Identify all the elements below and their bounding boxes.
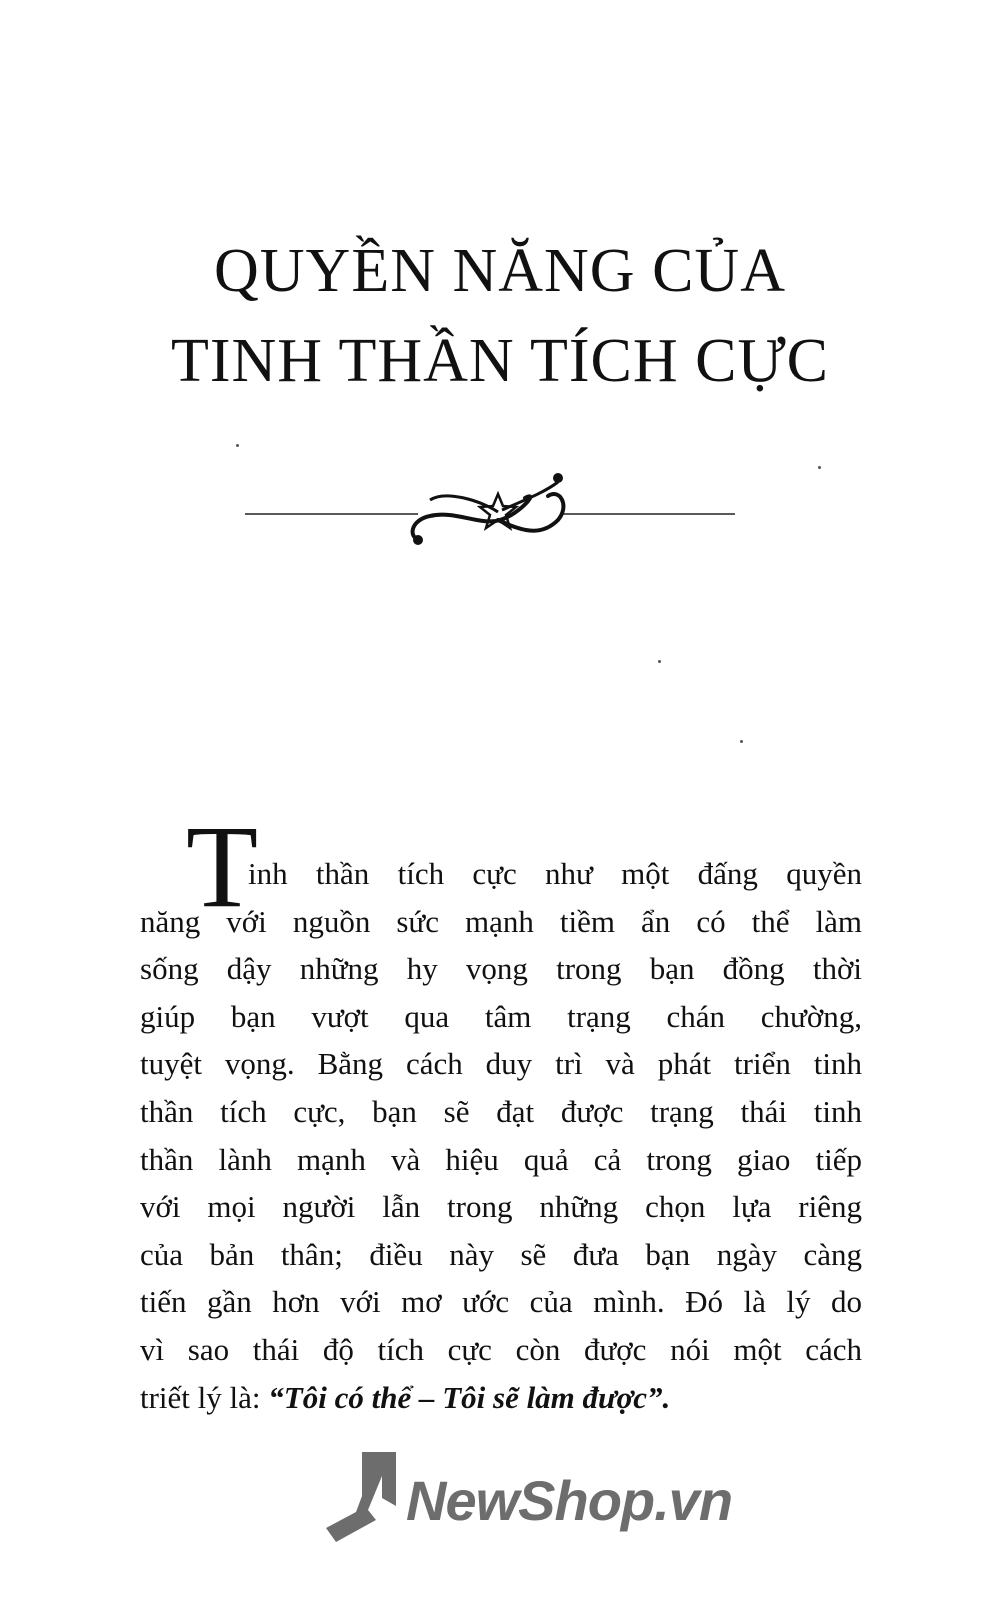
body-paragraph: [140, 850, 862, 1421]
chapter-title-line-2: TINH THẦN TÍCH CỰC: [171, 327, 829, 395]
watermark: [326, 1448, 733, 1548]
shop-logo-icon: [326, 1448, 406, 1548]
paragraph-line: sống dậy những hy vọng trong bạn đồng thời: [140, 951, 862, 987]
chapter-title-line-1: QUYỀN NĂNG CỦA: [214, 237, 786, 305]
paragraph-line: năng với nguồn sức mạnh tiềm ẩn có thể làm: [140, 903, 862, 939]
paragraph-line: inh thần tích cực như một đấng quyền: [248, 856, 862, 891]
paragraph-line: tuyệt vọng. Bằng cách duy trì và phát triển tinh: [140, 1046, 862, 1082]
drop-cap: T: [186, 801, 259, 932]
paragraph-line: của bản thân; điều này sẽ đưa bạn ngày càng: [140, 1236, 862, 1272]
last-line-prefix: triết lý là:: [140, 1379, 269, 1415]
paragraph-line: thần tích cực, bạn sẽ đạt được trạng thái tinh: [140, 1093, 862, 1129]
print-speck: [818, 466, 821, 469]
flourish-divider-icon: [240, 460, 760, 560]
watermark-text: NewShop.vn: [406, 1469, 733, 1532]
paragraph-last-line: [140, 1374, 862, 1422]
print-speck: [740, 740, 743, 743]
paragraph-line: thần lành mạnh và hiệu quả cả trong giao tiếp: [140, 1141, 862, 1177]
paragraph-line: tiến gần hơn với mơ ước của mình. Đó là lý do: [140, 1284, 862, 1320]
quote-text: “Tôi có thể – Tôi sẽ làm được”.: [268, 1379, 671, 1415]
print-speck: [658, 660, 661, 663]
paragraph-line: vì sao thái độ tích cực còn được nói một cách: [140, 1331, 862, 1367]
paragraph-line: với mọi người lẫn trong những chọn lựa riêng: [140, 1189, 862, 1225]
print-speck: [236, 444, 239, 447]
paragraph-line: giúp bạn vượt qua tâm trạng chán chường,: [140, 998, 862, 1034]
